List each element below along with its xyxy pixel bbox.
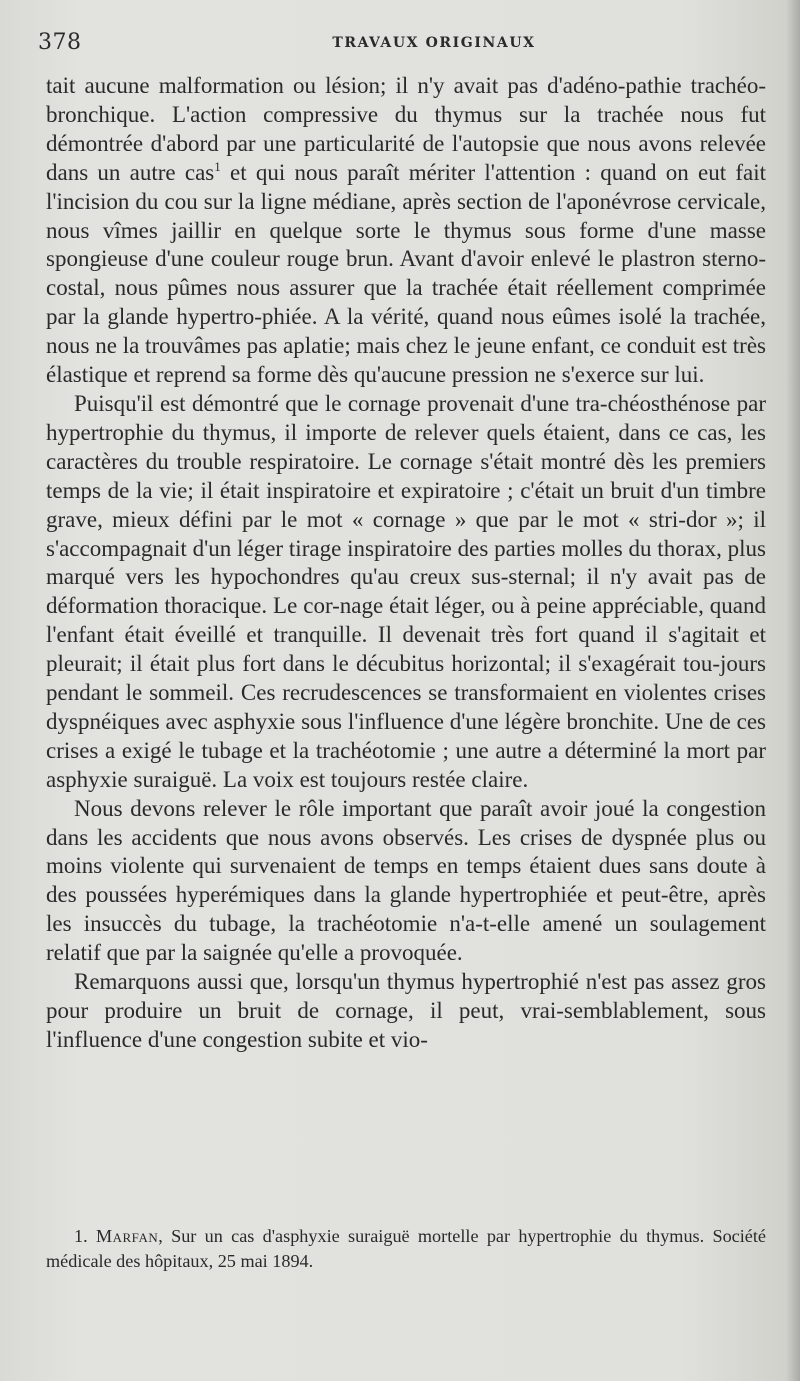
- paragraph-1-text: tait aucune malformation ou lésion; il n'y avait pas d'adéno-pathie trachéo-bronchique. L'action compressive du thymus sur la trachée nous fut démontrée d'abord par une particularité de l'autopsie que nous avons relevée dans un autre cas: [46, 73, 766, 185]
- footnote-reference: 1: [214, 158, 221, 174]
- footnote-number: 1.: [74, 1226, 88, 1246]
- page-edge-shadow: [786, 0, 800, 1381]
- paragraph-3: Nous devons relever le rôle important que paraît avoir joué la congestion dans les accidents que nous avons observés. Les crises de dyspnée plus ou moins violente qui survenaient de temps en temps étaient dues sans doute à des poussées hyperémiques dans la glande hypertrophiée et peut-être, après les insuccès du tubage, la trachéotomie n'a-t-elle amené un soulagement relatif que par la saignée qu'elle a provoquée.: [46, 795, 766, 966]
- page-number: 378: [38, 30, 82, 55]
- page-header: [38, 30, 770, 60]
- body-text: [46, 72, 766, 1055]
- footnote-1: [46, 1224, 766, 1274]
- footnotes: [46, 1224, 766, 1274]
- paragraph-1: [46, 72, 766, 390]
- running-head: TRAVAUX ORIGINAUX: [332, 35, 536, 51]
- paragraph-4: Remarquons aussi que, lorsqu'un thymus hypertrophié n'est pas assez gros pour produire un bruit de cornage, il peut, vrai-semblablement, sous l'influence d'une congestion subite et vio-: [46, 969, 766, 1052]
- paragraph-2: Puisqu'il est démontré que le cornage provenait d'une tra-chéosthénose par hypertrophie du thymus, il importe de relever quels étaient, dans ce cas, les caractères du trouble respiratoire. Le cornage s'était montré dès les premiers temps de la vie; il était inspiratoire et expiratoire ; c'était un bruit d'un timbre grave, mieux défini par le mot « cornage » que par le mot « stri-dor »; il s'accompagnait d'un léger tirage inspiratoire des parties molles du thorax, plus marqué vers les hypochondres qu'au creux sus-sternal; il n'y avait pas de déformation thoracique. Le cor-nage était léger, ou à peine appréciable, quand l'enfant était éveillé et tranquille. Il devenait très fort quand il s'agitait et pleurait; il était plus fort dans le décubitus horizontal; il s'exagérait tou-jours pendant le sommeil. Ces recrudescences se transformaient en violentes crises dyspnéiques avec asphyxie sous l'influence d'une légère bronchite. Une de ces crises a exigé le tubage et la trachéotomie ; une autre a déterminé la mort par asphyxie suraiguë. La voix est toujours restée claire.: [46, 390, 766, 792]
- paragraph-1-continuation: et qui nous paraît mériter l'attention : quand on eut fait l'incision du cou sur la ligne médiane, après section de l'aponévrose cervicale, nous vîmes jaillir en quelque sorte le thymus sous forme d'une masse spongieuse d'une couleur rouge brun. Avant d'avoir enlevé le plastron sterno-costal, nous pûmes nous assurer que la trachée était réellement comprimée par la glande hypertro-phiée. A la vérité, quand nous eûmes isolé la trachée, nous ne la trouvâmes pas aplatie; mais chez le jeune enfant, ce conduit est très élastique et reprend sa forme dès qu'aucune pression ne s'exerce sur lui.: [46, 159, 766, 388]
- footnote-author: Marfan: [95, 1226, 159, 1246]
- footnote-text: , Sur un cas d'asphyxie suraiguë mortelle par hypertrophie du thymus. Société médicale des hôpitaux, 25 mai 1894.: [46, 1226, 767, 1271]
